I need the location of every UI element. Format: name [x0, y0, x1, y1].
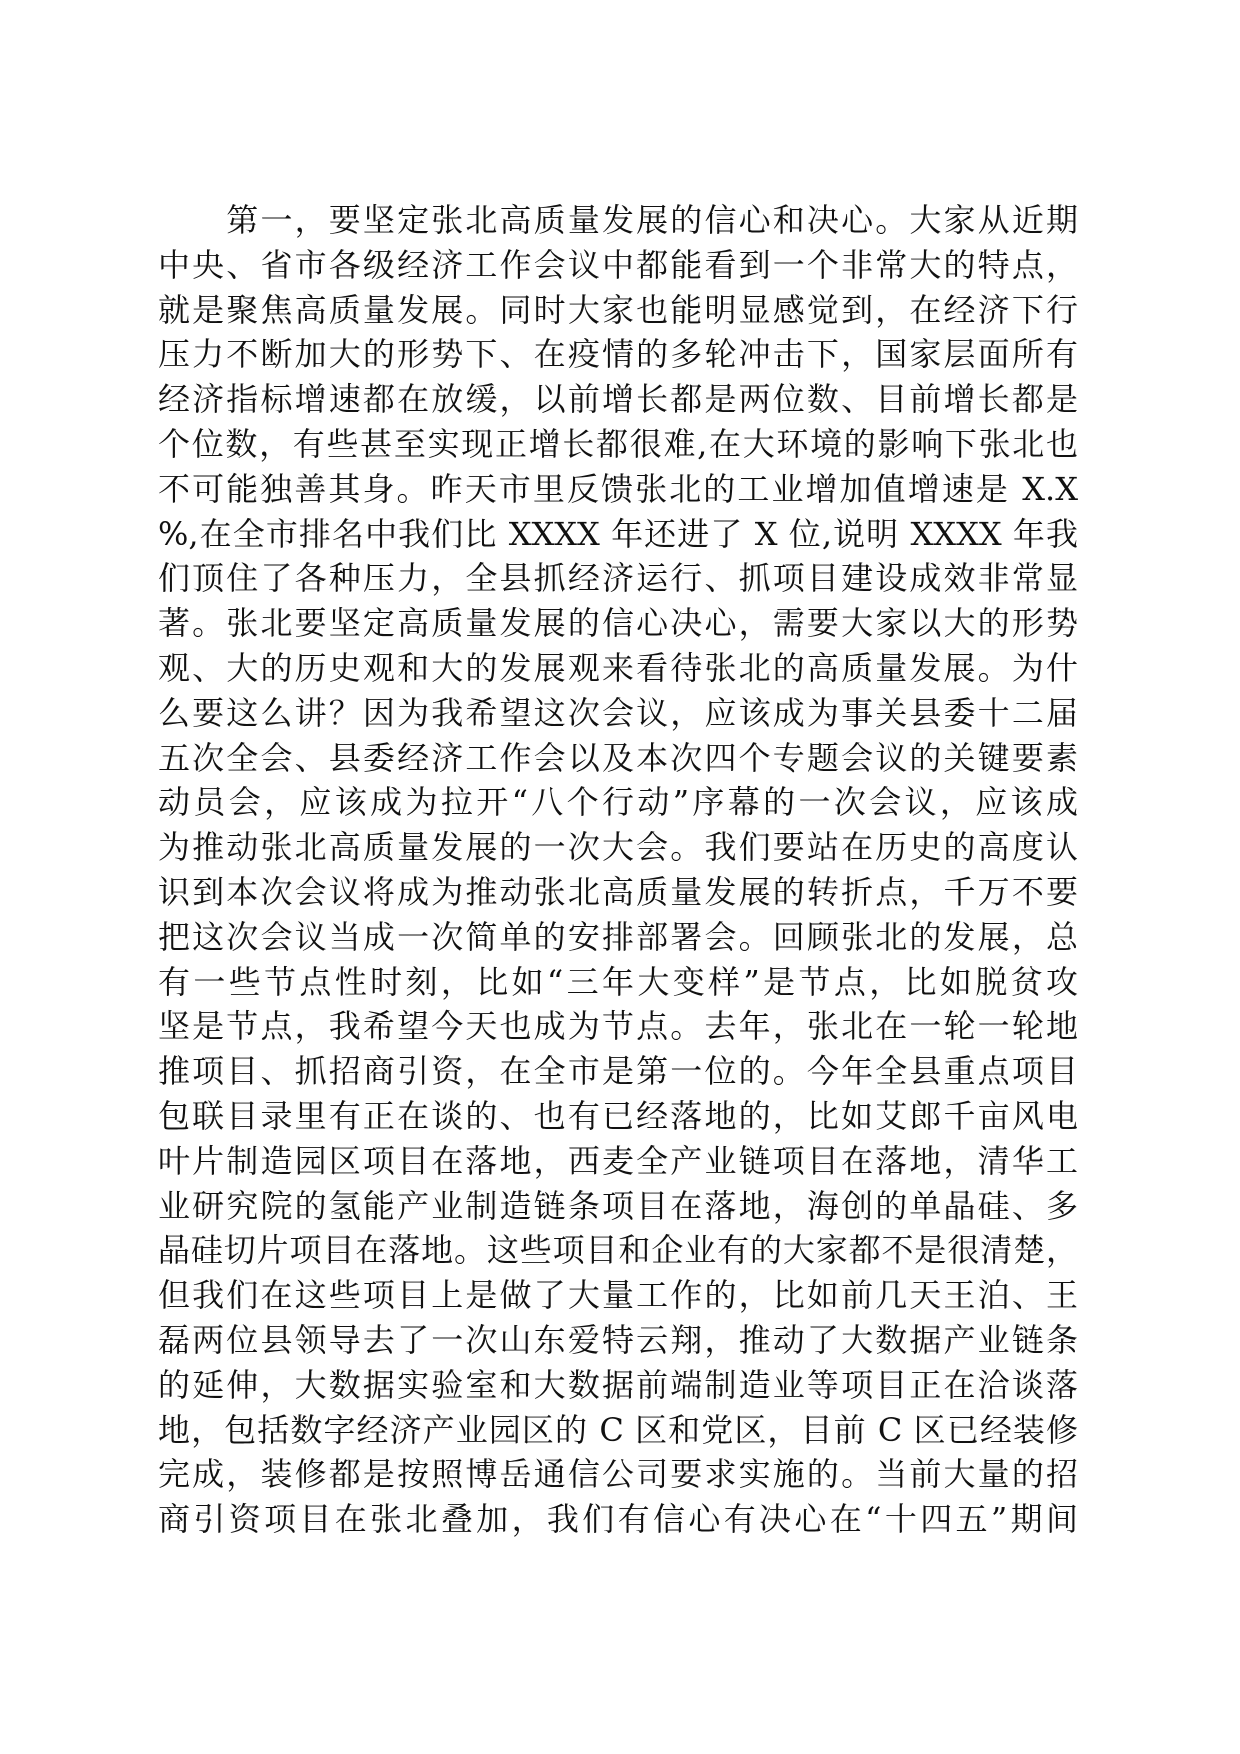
text-line: 的延伸，大数据实验室和大数据前端制造业等项目正在洽谈落	[158, 1365, 1078, 1404]
text-line: 就是聚焦高质量发展。同时大家也能明显感觉到，在经济下行	[158, 290, 1078, 329]
text-line: 为推动张北高质量发展的一次大会。我们要站在历史的高度认	[158, 828, 1078, 867]
text-line: 业研究院的氢能产业制造链条项目在落地，海创的单晶硅、多	[158, 1186, 1078, 1225]
text-line: 么要这么讲？因为我希望这次会议，应该成为事关县委十二届	[158, 693, 1078, 732]
text-line: 们顶住了各种压力，全县抓经济运行、抓项目建设成效非常显	[158, 559, 1078, 598]
text-line: 动员会，应该成为拉开“八个行动”序幕的一次会议，应该成	[158, 783, 1078, 822]
text-line: 磊两位县领导去了一次山东爱特云翔，推动了大数据产业链条	[158, 1320, 1078, 1359]
text-line: 中央、省市各级经济工作会议中都能看到一个非常大的特点，	[158, 245, 1078, 284]
text-line: 但我们在这些项目上是做了大量工作的，比如前几天王泊、王	[158, 1276, 1078, 1315]
text-line: 压力不断加大的形势下、在疫情的多轮冲击下，国家层面所有	[158, 335, 1078, 374]
text-line: 识到本次会议将成为推动张北高质量发展的转折点，千万不要	[158, 872, 1078, 911]
text-line: 第一，要坚定张北高质量发展的信心和决心。大家从近期	[158, 201, 1078, 239]
text-line: 推项目、抓招商引资，在全市是第一位的。今年全县重点项目	[158, 1052, 1078, 1091]
text-line: 商引资项目在张北叠加，我们有信心有决心在“十四五”期间	[158, 1500, 1078, 1539]
text-line: 不可能独善其身。昨天市里反馈张北的工业增加值增速是 X.X	[158, 469, 1078, 508]
text-line: 经济指标增速都在放缓，以前增长都是两位数、目前增长都是	[158, 380, 1078, 419]
text-line: 有一些节点性时刻，比如“三年大变样”是节点，比如脱贫攻	[158, 962, 1078, 1001]
text-line: 个位数，有些甚至实现正增长都很难,在大环境的影响下张北也	[158, 424, 1078, 463]
text-line: 坚是节点，我希望今天也成为节点。去年，张北在一轮一轮地	[158, 1007, 1078, 1046]
body-paragraph	[158, 198, 1078, 1542]
text-line: 五次全会、县委经济工作会以及本次四个专题会议的关键要素	[158, 738, 1078, 777]
text-line: 把这次会议当成一次简单的安排部署会。回顾张北的发展，总	[158, 917, 1078, 956]
text-line: 观、大的历史观和大的发展观来看待张北的高质量发展。为什	[158, 648, 1078, 687]
text-line: 著。张北要坚定高质量发展的信心决心，需要大家以大的形势	[158, 604, 1078, 643]
text-line: %,在全市排名中我们比 XXXX 年还进了 X 位,说明 XXXX 年我	[158, 514, 1078, 553]
text-line: 完成，装修都是按照博岳通信公司要求实施的。当前大量的招	[158, 1455, 1078, 1494]
text-line: 叶片制造园区项目在落地，西麦全产业链项目在落地，清华工	[158, 1141, 1078, 1180]
text-line: 晶硅切片项目在落地。这些项目和企业有的大家都不是很清楚，	[158, 1231, 1078, 1270]
text-line: 包联目录里有正在谈的、也有已经落地的，比如艾郎千亩风电	[158, 1096, 1078, 1135]
text-line: 地，包括数字经济产业园区的 C 区和党区，目前 C 区已经装修	[158, 1410, 1078, 1449]
